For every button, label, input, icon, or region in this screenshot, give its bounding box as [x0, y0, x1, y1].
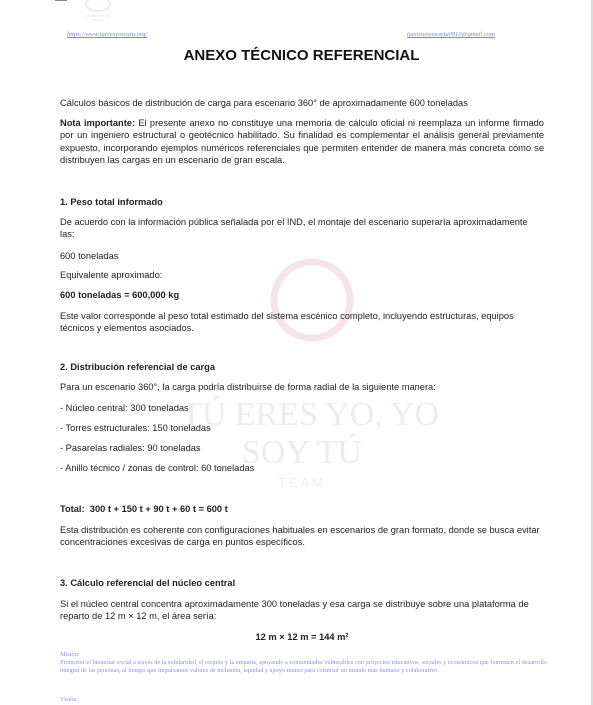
list-item: - Núcleo central: 300 toneladas: [60, 403, 189, 413]
section-3-heading: 3. Cálculo referencial del núcleo central: [60, 578, 236, 588]
section-1-value: 600 toneladas: [60, 251, 119, 261]
footer-mission-text: Promover el bienestar social a través de la solidaridad, el respeto y la empatía, apoyando a comunidades vulnerables con proyectos educativos, sociales y económicos que fomenten el desarrollo integral de las personas, al tiempo que impulsamos valores de inclusión, equidad y apoyo mutuo para construir un mundo más humano y colaborativo.: [60, 659, 547, 674]
note-label: Nota importante:: [60, 118, 136, 128]
document-subtitle: Cálculos básicos de distribución de carga para escenario 360° de aproximadamente 600 toneladas: [60, 98, 468, 108]
important-note: [60, 117, 544, 167]
section-1-explanation: Este valor corresponde al peso total estimado del sistema escénico completo, incluyendo estructuras, equipos técnicos y elementos asociados.: [60, 311, 514, 334]
organization-logo: [70, 0, 126, 26]
logo-text-line2: SOY TÚ: [92, 18, 104, 22]
section-2-intro: Para un escenario 360°, la carga podría distribuirse de forma radial de la siguiente manera:: [60, 382, 436, 392]
section-3-formula: 12 m × 12 m = 144 m²: [255, 632, 349, 642]
document-title: ANEXO TÉCNICO REFERENCIAL: [183, 47, 420, 64]
section-2-heading: 2. Distribución referencial de carga: [60, 362, 216, 372]
list-item: - Torres estructurales: 150 toneladas: [60, 423, 211, 433]
section-2-total: Total: 300 t + 150 t + 90 t + 60 t = 600 t: [60, 504, 228, 514]
watermark-line1: TÚ ERES YO, YO: [180, 396, 440, 433]
section-1-paragraph: De acuerdo con la información pública señalada por el IND, el montaje del escenario superaría aproximadamente las:: [60, 217, 528, 240]
section-2-explanation: Esta distribución es coherente con configuraciones habituales en escenarios de gran formato, donde se busca evitar concentraciones excesivas de carga en puntos específicos.: [60, 525, 540, 548]
section-1-equivalent-value: 600 toneladas = 600,000 kg: [60, 290, 180, 300]
list-item: - Anillo técnico / zonas de control: 60 toneladas: [60, 463, 255, 473]
section-3-paragraph: Si el núcleo central concentra aproximadamente 300 toneladas y esa carga se distribuye sobre una plataforma de reparto de 12 m × 12 m, el área sería:: [60, 599, 529, 622]
watermark-line2: SOY TÚ: [242, 434, 362, 471]
website-link[interactable]: https://www.tueresyosoytu.org/: [67, 31, 148, 38]
logo-text-line1: TÚ ERES YO, YO: [85, 14, 111, 18]
watermark-line3: TEAM: [277, 475, 327, 490]
section-1-heading: 1. Peso total informado: [60, 197, 163, 207]
email-link[interactable]: tueresyoyosoytu0910@gmail.com: [407, 31, 495, 38]
footer-mission-label: Misión:: [60, 651, 80, 658]
note-text: El presente anexo no constituye una memoria de cálculo oficial ni reemplaza un informe firmado por un ingeniero estructural o geotécnico habilitado. Su finalidad es complementar el análisis general previamente expuesto, incorporando ejemplos numéricos referenciales que permiten entender de manera más concreta cómo se distribuyen las cargas en un escenario de gran escala.: [60, 118, 544, 166]
list-item: - Pasarelas radiales: 90 toneladas: [60, 443, 201, 453]
footer-vision-label: Visión:: [60, 696, 79, 703]
top-corner-mark: [55, 0, 67, 1]
section-1-equivalent-label: Equivalente aproximado:: [60, 270, 163, 280]
